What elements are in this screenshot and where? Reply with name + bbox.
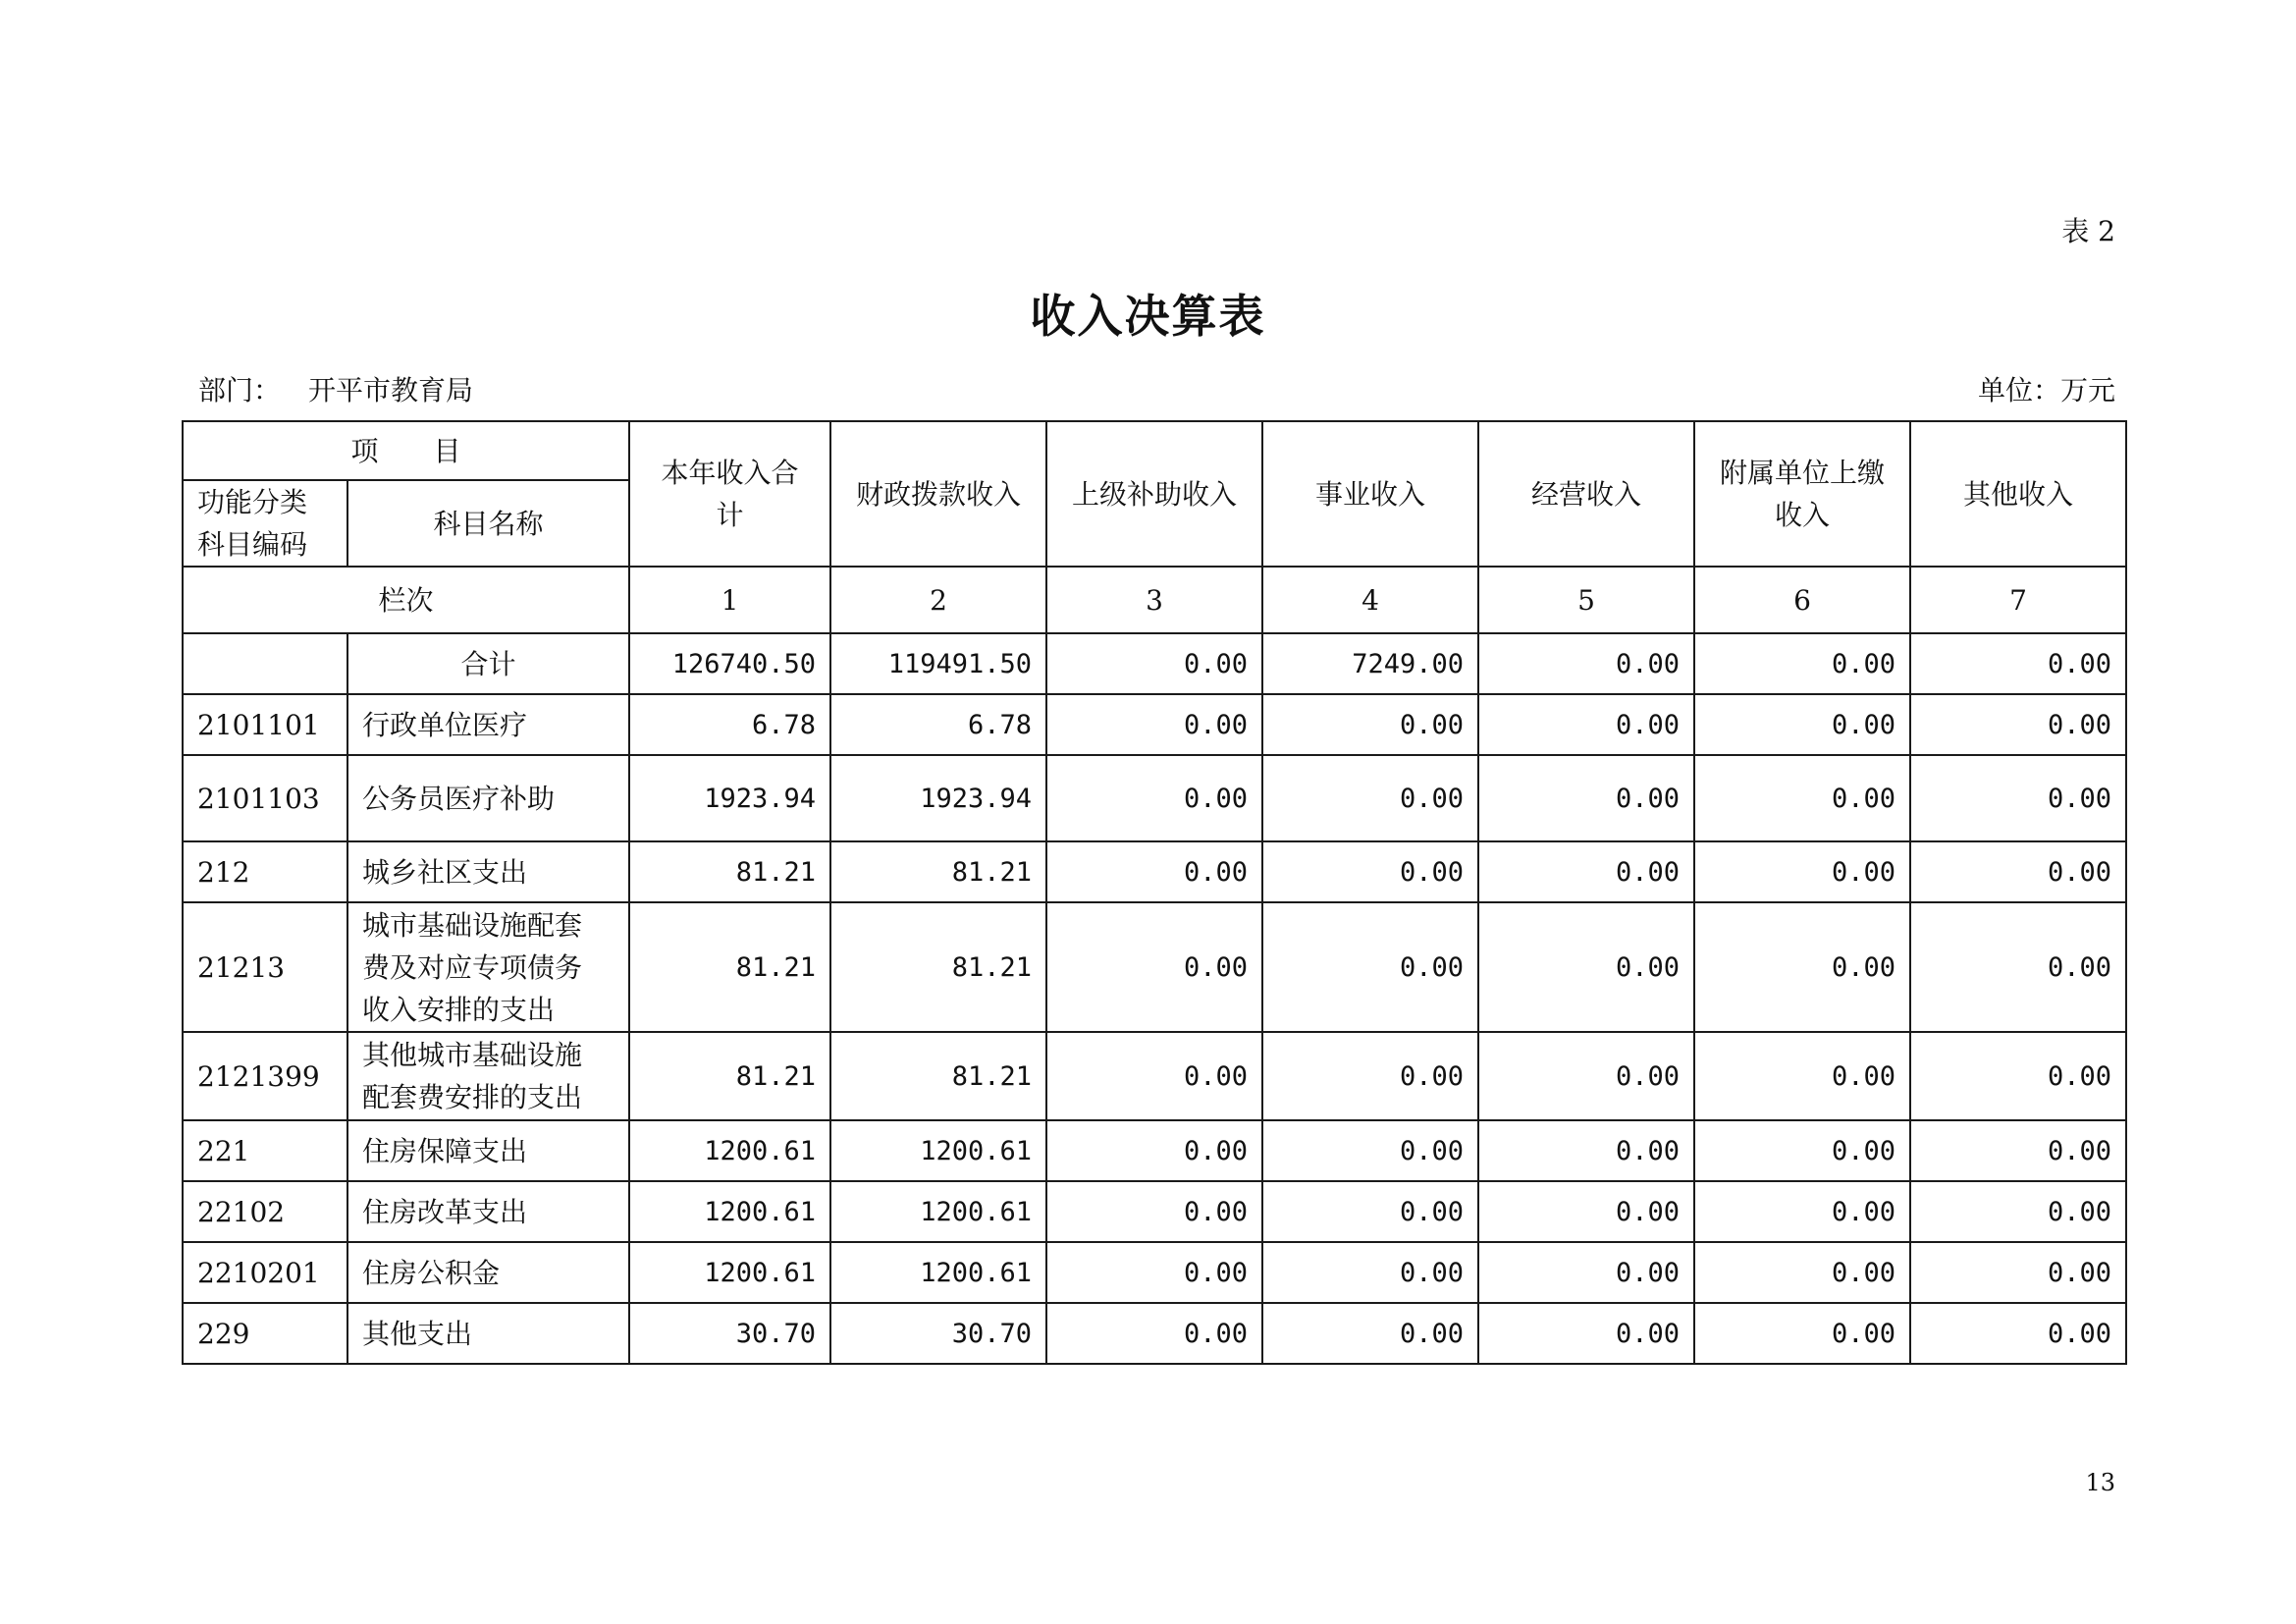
amount-cell: 81.21 xyxy=(629,902,830,1032)
subject-code-cell: 212 xyxy=(183,841,347,902)
subject-code-cell: 2121399 xyxy=(183,1032,347,1120)
subject-name-cell: 住房改革支出 xyxy=(347,1181,629,1242)
amount-cell: 0.00 xyxy=(1910,1242,2126,1303)
index-cell: 3 xyxy=(1046,567,1262,633)
index-cell: 2 xyxy=(830,567,1046,633)
total-cell: 0.00 xyxy=(1046,633,1262,694)
header-col-7: 其他收入 xyxy=(1910,421,2126,567)
subject-name-cell: 住房保障支出 xyxy=(347,1120,629,1181)
amount-cell: 0.00 xyxy=(1910,755,2126,841)
amount-cell: 0.00 xyxy=(1910,902,2126,1032)
subject-code-cell: 22102 xyxy=(183,1181,347,1242)
amount-cell: 30.70 xyxy=(629,1303,830,1364)
header-col-4: 事业收入 xyxy=(1262,421,1478,567)
header-col-6: 附属单位上缴 收入 xyxy=(1694,421,1910,567)
amount-cell: 0.00 xyxy=(1046,1120,1262,1181)
amount-cell: 81.21 xyxy=(830,902,1046,1032)
amount-cell: 0.00 xyxy=(1262,1032,1478,1120)
amount-cell: 1200.61 xyxy=(629,1242,830,1303)
amount-cell: 0.00 xyxy=(1046,1032,1262,1120)
header-col-3: 上级补助收入 xyxy=(1046,421,1262,567)
page-number: 13 xyxy=(2085,1469,2115,1496)
index-cell: 7 xyxy=(1910,567,2126,633)
table-row xyxy=(183,1242,2126,1303)
subject-name-cell: 其他支出 xyxy=(347,1303,629,1364)
amount-cell: 0.00 xyxy=(1046,755,1262,841)
amount-cell: 1923.94 xyxy=(629,755,830,841)
header-project: 项 目 xyxy=(183,421,629,480)
amount-cell: 0.00 xyxy=(1478,1242,1694,1303)
subject-name-cell: 其他城市基础设施 配套费安排的支出 xyxy=(347,1032,629,1120)
department-label: 部门： xyxy=(198,374,282,406)
total-cell: 7249.00 xyxy=(1262,633,1478,694)
amount-cell: 0.00 xyxy=(1046,1242,1262,1303)
header-code: 功能分类 科目编码 xyxy=(183,480,347,567)
amount-cell: 0.00 xyxy=(1478,755,1694,841)
amount-cell: 0.00 xyxy=(1694,902,1910,1032)
department-name: 开平市教育局 xyxy=(308,374,474,406)
subject-name-cell: 城市基础设施配套 费及对应专项债务 收入安排的支出 xyxy=(347,902,629,1032)
amount-cell: 0.00 xyxy=(1478,1120,1694,1181)
amount-cell: 0.00 xyxy=(1262,1303,1478,1364)
table-row xyxy=(183,902,2126,1032)
amount-cell: 1200.61 xyxy=(629,1120,830,1181)
amount-cell: 81.21 xyxy=(830,1032,1046,1120)
subject-code-cell: 2210201 xyxy=(183,1242,347,1303)
table-row xyxy=(183,755,2126,841)
amount-cell: 1200.61 xyxy=(629,1181,830,1242)
subject-code-cell: 2101101 xyxy=(183,694,347,755)
table-row xyxy=(183,841,2126,902)
header-col-2: 财政拨款收入 xyxy=(830,421,1046,567)
amount-cell: 0.00 xyxy=(1694,755,1910,841)
amount-cell: 0.00 xyxy=(1262,841,1478,902)
amount-cell: 0.00 xyxy=(1478,1032,1694,1120)
amount-cell: 0.00 xyxy=(1478,902,1694,1032)
amount-cell: 0.00 xyxy=(1046,1303,1262,1364)
table-number: 表 2 xyxy=(2061,215,2115,247)
subject-code-cell: 229 xyxy=(183,1303,347,1364)
amount-cell: 0.00 xyxy=(1478,694,1694,755)
amount-cell: 0.00 xyxy=(1910,1120,2126,1181)
total-code-cell xyxy=(183,633,347,694)
total-cell: 126740.50 xyxy=(629,633,830,694)
subject-name-cell: 城乡社区支出 xyxy=(347,841,629,902)
amount-cell: 0.00 xyxy=(1262,902,1478,1032)
amount-cell: 0.00 xyxy=(1046,1181,1262,1242)
amount-cell: 30.70 xyxy=(830,1303,1046,1364)
amount-cell: 0.00 xyxy=(1910,694,2126,755)
total-row xyxy=(183,633,2126,694)
subject-code-cell: 221 xyxy=(183,1120,347,1181)
total-cell: 119491.50 xyxy=(830,633,1046,694)
amount-cell: 0.00 xyxy=(1694,694,1910,755)
index-cell: 4 xyxy=(1262,567,1478,633)
amount-cell: 1923.94 xyxy=(830,755,1046,841)
amount-cell: 0.00 xyxy=(1694,1181,1910,1242)
income-final-accounts-table xyxy=(182,420,2127,1365)
amount-cell: 0.00 xyxy=(1262,755,1478,841)
table-row xyxy=(183,1032,2126,1120)
amount-cell: 0.00 xyxy=(1910,1303,2126,1364)
amount-cell: 0.00 xyxy=(1694,1032,1910,1120)
amount-cell: 0.00 xyxy=(1694,841,1910,902)
amount-cell: 81.21 xyxy=(629,1032,830,1120)
amount-cell: 81.21 xyxy=(629,841,830,902)
total-cell: 0.00 xyxy=(1910,633,2126,694)
amount-cell: 0.00 xyxy=(1910,1032,2126,1120)
index-cell: 1 xyxy=(629,567,830,633)
amount-cell: 0.00 xyxy=(1478,1181,1694,1242)
index-row xyxy=(183,567,2126,633)
table-row xyxy=(183,694,2126,755)
data-rows xyxy=(183,694,2126,1364)
subject-name-cell: 公务员医疗补助 xyxy=(347,755,629,841)
total-cell: 0.00 xyxy=(1478,633,1694,694)
unit-label: 单位：万元 xyxy=(1977,374,2115,406)
total-cell: 0.00 xyxy=(1694,633,1910,694)
table-row xyxy=(183,1181,2126,1242)
subject-code-cell: 21213 xyxy=(183,902,347,1032)
amount-cell: 1200.61 xyxy=(830,1242,1046,1303)
amount-cell: 0.00 xyxy=(1910,1181,2126,1242)
index-row-label: 栏次 xyxy=(183,567,629,633)
amount-cell: 0.00 xyxy=(1910,841,2126,902)
table-row xyxy=(183,1120,2126,1181)
amount-cell: 0.00 xyxy=(1046,694,1262,755)
amount-cell: 81.21 xyxy=(830,841,1046,902)
amount-cell: 0.00 xyxy=(1262,694,1478,755)
amount-cell: 0.00 xyxy=(1694,1303,1910,1364)
header-col-1: 本年收入合 计 xyxy=(629,421,830,567)
subject-name-cell: 行政单位医疗 xyxy=(347,694,629,755)
total-label: 合计 xyxy=(347,633,629,694)
amount-cell: 0.00 xyxy=(1478,841,1694,902)
subject-code-cell: 2101103 xyxy=(183,755,347,841)
header-col-5: 经营收入 xyxy=(1478,421,1694,567)
index-cell: 6 xyxy=(1694,567,1910,633)
amount-cell: 0.00 xyxy=(1262,1120,1478,1181)
amount-cell: 0.00 xyxy=(1694,1120,1910,1181)
amount-cell: 0.00 xyxy=(1046,841,1262,902)
amount-cell: 0.00 xyxy=(1478,1303,1694,1364)
amount-cell: 0.00 xyxy=(1694,1242,1910,1303)
amount-cell: 0.00 xyxy=(1262,1242,1478,1303)
index-cell: 5 xyxy=(1478,567,1694,633)
page-title: 收入决算表 xyxy=(1030,290,1266,343)
amount-cell: 0.00 xyxy=(1046,902,1262,1032)
amount-cell: 0.00 xyxy=(1262,1181,1478,1242)
subject-name-cell: 住房公积金 xyxy=(347,1242,629,1303)
header-subject: 科目名称 xyxy=(347,480,629,567)
table-row xyxy=(183,1303,2126,1364)
amount-cell: 1200.61 xyxy=(830,1120,1046,1181)
amount-cell: 6.78 xyxy=(830,694,1046,755)
amount-cell: 6.78 xyxy=(629,694,830,755)
department-line xyxy=(198,369,473,408)
amount-cell: 1200.61 xyxy=(830,1181,1046,1242)
